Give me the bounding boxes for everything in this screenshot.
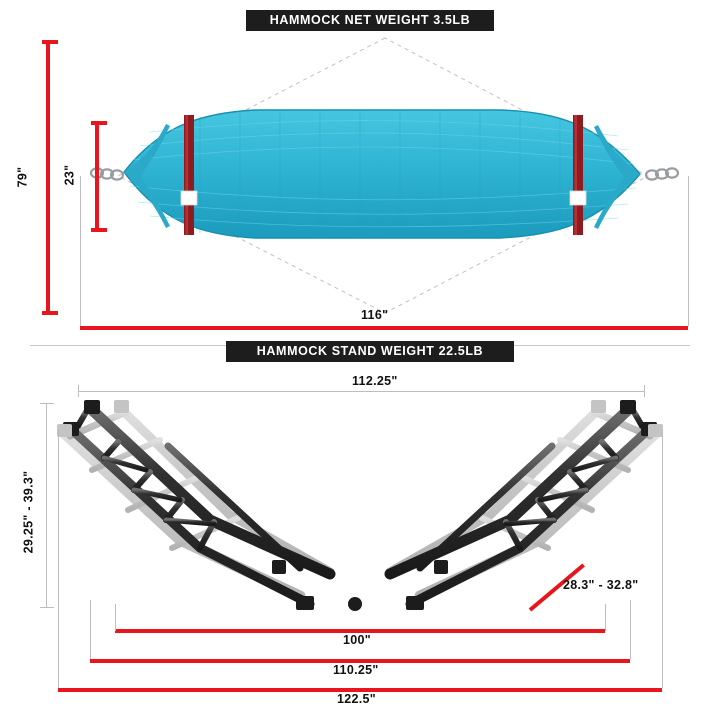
stand-mid-base-value: 110.25": [333, 663, 379, 677]
stand-base-guide-right-mid: [630, 600, 631, 659]
stand-joints-ghost: [57, 400, 663, 437]
hammock-height-cap-top: [42, 40, 58, 44]
hammock-bed-cap-top: [91, 121, 107, 125]
stand-arm-left-lower: [72, 430, 310, 604]
hammock-length-value: 116": [361, 308, 389, 322]
stand-top-span-line: [78, 391, 644, 392]
hammock-guide-right: [688, 176, 689, 326]
stand-arm-right-upper: [390, 408, 630, 574]
stand-ghost-frame: [63, 408, 657, 596]
stand-frame: [72, 408, 648, 604]
hammock-tag-left: [181, 191, 197, 205]
hammock-bed-height-line: [95, 121, 99, 232]
hammock-chain-right: [646, 168, 678, 179]
hammock-height-value: 79": [15, 166, 30, 188]
stand-top-span-value: 112.25": [352, 374, 398, 388]
stand-inner-base-value: 100": [343, 633, 371, 647]
hammock-fabric: [124, 110, 640, 238]
hammock-guide-left: [80, 176, 81, 326]
hammock-strap-left: [184, 115, 194, 235]
stand-height-line: [46, 403, 47, 608]
stand-base-guide-left-outer: [58, 430, 59, 688]
stand-base-guide-right-outer: [662, 430, 663, 688]
hammock-span-guides: [118, 38, 648, 313]
hammock-bed-cap-bottom: [91, 228, 107, 232]
hammock-length-line: [80, 326, 688, 330]
stand-base-guide-right-inner: [605, 604, 606, 631]
hammock-weave-vertical: [200, 110, 560, 238]
stand-base-guide-left-inner: [115, 604, 116, 631]
stand-top-span-tick-right: [644, 385, 645, 397]
hammock-bed-height-value: 23": [62, 164, 77, 186]
stand-outer-base-value: 122.5": [337, 692, 377, 706]
hammock-title-label: HAMMOCK NET WEIGHT 3.5LB: [246, 10, 494, 31]
stand-title-label: HAMMOCK STAND WEIGHT 22.5LB: [226, 341, 514, 362]
stand-arm-length-value: 28.3" - 32.8": [563, 578, 639, 592]
hammock-illustration: [91, 110, 678, 238]
hammock-tag-right: [570, 191, 586, 205]
stand-height-value: 29.25" - 39.3": [21, 470, 36, 554]
hammock-height-cap-bottom: [42, 311, 58, 315]
hammock-strap-right: [573, 115, 583, 235]
stand-support-left: [168, 446, 300, 568]
stand-arm-left-upper: [90, 408, 330, 574]
stand-top-span-tick-left: [78, 385, 79, 397]
hammock-end-left: [124, 124, 170, 228]
stand-base-guide-left-mid: [90, 600, 91, 659]
stand-height-tick-bottom: [40, 607, 54, 608]
hammock-weave: [130, 120, 636, 226]
stand-support-right: [420, 446, 552, 568]
stand-height-tick-top: [40, 403, 54, 404]
hammock-end-right: [594, 125, 640, 229]
hammock-height-line: [46, 40, 50, 315]
